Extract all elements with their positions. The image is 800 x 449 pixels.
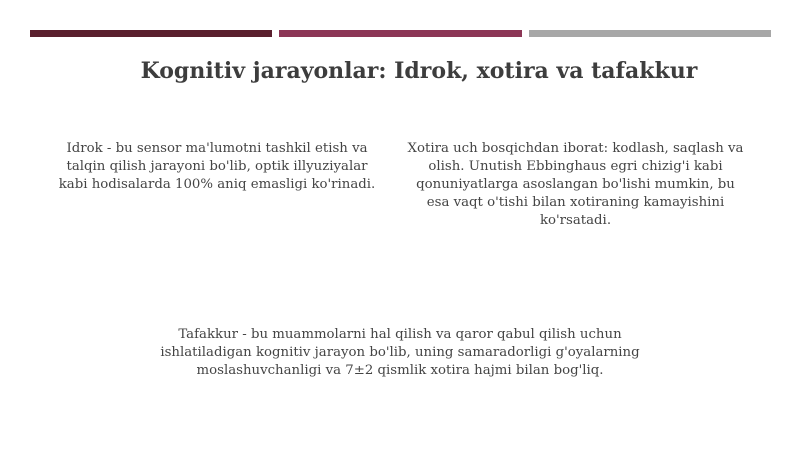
paragraph-xotira: Xotira uch bosqichdan iborat: kodlash, saqlash va olish. Unutish Ebbinghaus egri chizig'i kabi qonuniyatlarga asoslangan bo'lishi mumkin, bu esa vaqt o'tishi bilan xotiraning kamayishini ko'rsatadi. [407, 141, 744, 228]
paragraph-tafakkur: Tafakkur - bu muammolarni hal qilish va qaror qabul qilish uchun ishlatiladigan kognitiv jarayon bo'lib, uning samaradorligi g'oyalarning moslashuvchanligi va 7±2 qismlik xotira hajmi bilan bog'liq. [160, 327, 640, 378]
paragraph-idrok: Idrok - bu sensor ma'lumotni tashkil etish va talqin qilish jarayoni bo'lib, optik illyuziyalar kabi hodisalarda 100% aniq emasligi ko'rinadi. [58, 141, 376, 192]
accent-bar-middle [279, 30, 522, 37]
slide-title: Kognitiv jarayonlar: Idrok, xotira va tafakkur [140, 58, 698, 84]
accent-bar-left [30, 30, 272, 37]
accent-bar-right [529, 30, 771, 37]
